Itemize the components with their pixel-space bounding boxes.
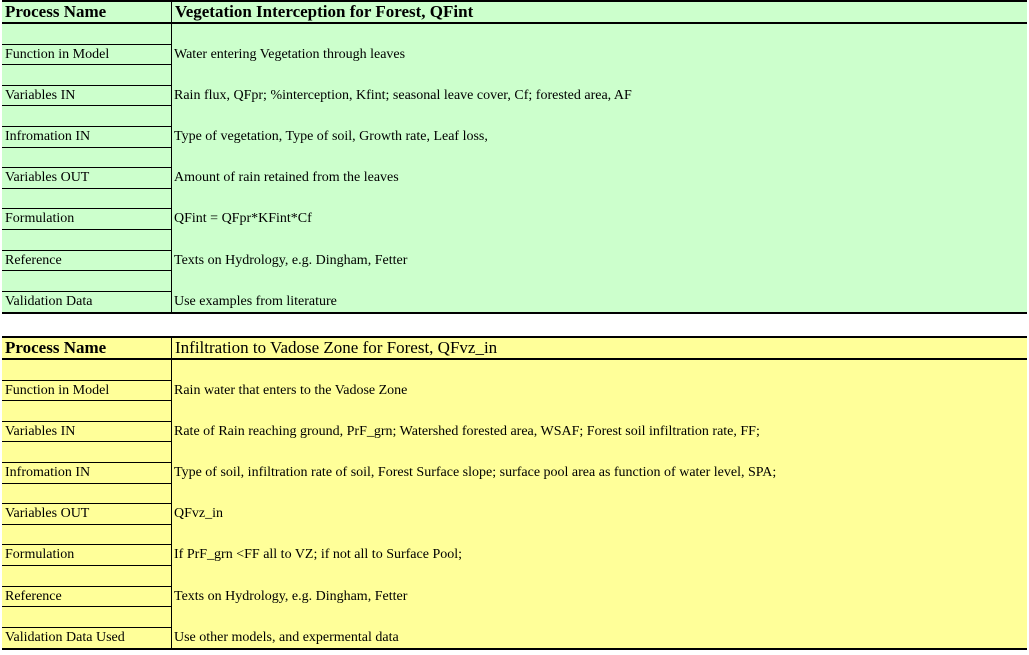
row-value: Rain water that enters to the Vadose Zone: [174, 382, 408, 398]
spacer-cell: [172, 189, 1027, 210]
spacer-cell: [172, 65, 1027, 86]
row-value: Texts on Hydrology, e.g. Dingham, Fetter: [174, 588, 408, 604]
header-label: Process Name: [2, 2, 172, 22]
row-label: Function in Model: [2, 381, 172, 402]
row-label: Reference: [2, 251, 172, 272]
row-value: Use examples from literature: [174, 293, 337, 309]
spacer-cell: [2, 525, 172, 546]
spacer-row: [2, 525, 1027, 546]
spacer-row: [2, 442, 1027, 463]
spacer-cell: [2, 271, 172, 292]
row-label: Formulation: [2, 545, 172, 566]
table-row: [2, 209, 1027, 230]
row-value: Type of soil, infiltration rate of soil, Forest Surface slope; surface pool area as function of water level, SPA;: [174, 464, 777, 480]
spacer-cell: [172, 566, 1027, 587]
table-row: [2, 463, 1027, 484]
spacer-row: [2, 566, 1027, 587]
spacer-row: [2, 65, 1027, 86]
spacer-row: [2, 106, 1027, 127]
spacer-cell: [2, 24, 172, 45]
row-label: Variables IN: [2, 86, 172, 107]
row-value: Water entering Vegetation through leaves: [174, 46, 406, 62]
spacer-cell: [2, 106, 172, 127]
spacer-row: [2, 360, 1027, 381]
spacer-cell: [2, 442, 172, 463]
table-row: [2, 127, 1027, 148]
spacer-row: [2, 401, 1027, 422]
spacer-cell: [172, 607, 1027, 628]
header-value: Infiltration to Vadose Zone for Forest, QFvz_in: [175, 338, 498, 357]
table-header: [2, 338, 1027, 360]
row-label: Validation Data: [2, 292, 172, 313]
spacer-cell: [172, 525, 1027, 546]
row-label: Formulation: [2, 209, 172, 230]
table-row: [2, 381, 1027, 402]
row-value: Texts on Hydrology, e.g. Dingham, Fetter: [174, 252, 408, 268]
spacer-cell: [172, 271, 1027, 292]
spacer-cell: [172, 230, 1027, 251]
table-row: [2, 168, 1027, 189]
spacer-cell: [172, 401, 1027, 422]
spacer-cell: [172, 24, 1027, 45]
row-value: Rate of Rain reaching ground, PrF_grn; Watershed forested area, WSAF; Forest soil infiltration rate, FF;: [174, 423, 760, 439]
spacer-cell: [2, 360, 172, 381]
spacer-cell: [172, 106, 1027, 127]
spacer-row: [2, 24, 1027, 45]
table-row: [2, 587, 1027, 608]
table-row: [2, 504, 1027, 525]
spacer-row: [2, 607, 1027, 628]
row-label: Function in Model: [2, 45, 172, 66]
spacer-cell: [2, 484, 172, 505]
spacer-cell: [2, 607, 172, 628]
process-table-infiltration: [2, 336, 1027, 650]
row-value: QFvz_in: [174, 506, 223, 522]
spacer-cell: [172, 148, 1027, 169]
row-value: Use other models, and expermental data: [174, 629, 399, 645]
header-value: Vegetation Interception for Forest, QFint: [175, 2, 474, 21]
spacer-row: [2, 189, 1027, 210]
table-row: [2, 628, 1027, 649]
spacer-cell: [2, 230, 172, 251]
row-value: Rain flux, QFpr; %interception, Kfint; seasonal leave cover, Cf; forested area, AF: [174, 87, 632, 103]
table-row: [2, 86, 1027, 107]
row-label: Variables OUT: [2, 504, 172, 525]
spacer-cell: [172, 360, 1027, 381]
table-body: [2, 24, 1027, 312]
table-row: [2, 45, 1027, 66]
spacer-cell: [2, 401, 172, 422]
spacer-row: [2, 230, 1027, 251]
row-value: QFint = QFpr*KFint*Cf: [174, 211, 312, 227]
header-label: Process Name: [2, 338, 172, 358]
spacer-cell: [2, 65, 172, 86]
table-header: [2, 2, 1027, 24]
row-label: Variables IN: [2, 422, 172, 443]
spacer-cell: [2, 189, 172, 210]
spacer-cell: [172, 484, 1027, 505]
row-value: If PrF_grn <FF all to VZ; if not all to Surface Pool;: [174, 547, 463, 563]
row-label: Infromation IN: [2, 127, 172, 148]
table-row: [2, 251, 1027, 272]
row-label: Variables OUT: [2, 168, 172, 189]
table-row: [2, 292, 1027, 313]
row-label: Reference: [2, 587, 172, 608]
row-label: Infromation IN: [2, 463, 172, 484]
row-value: Amount of rain retained from the leaves: [174, 170, 399, 186]
spacer-cell: [2, 566, 172, 587]
table-row: [2, 422, 1027, 443]
row-value: Type of vegetation, Type of soil, Growth rate, Leaf loss,: [174, 128, 488, 144]
row-label: Validation Data Used: [2, 628, 172, 649]
spacer-cell: [2, 148, 172, 169]
spacer-row: [2, 148, 1027, 169]
spacer-cell: [172, 442, 1027, 463]
spacer-row: [2, 484, 1027, 505]
table-row: [2, 545, 1027, 566]
table-body: [2, 360, 1027, 648]
process-table-vegetation-interception: [2, 0, 1027, 314]
spacer-row: [2, 271, 1027, 292]
